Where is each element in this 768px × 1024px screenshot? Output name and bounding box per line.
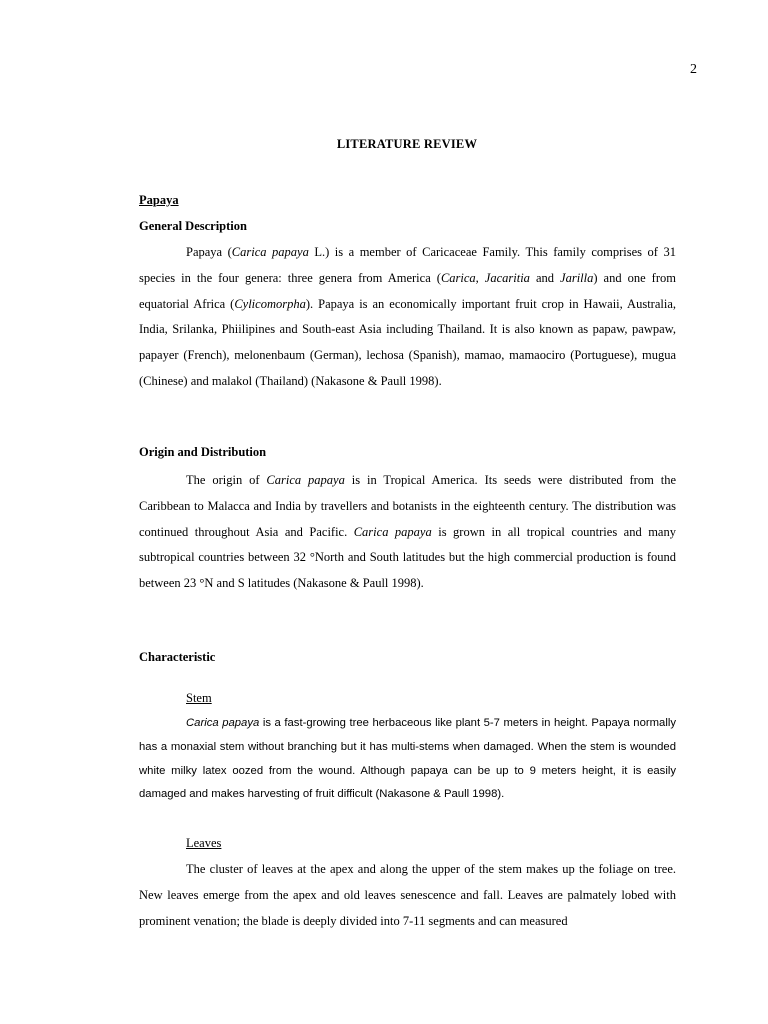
scientific-name: Carica papaya [231,245,309,259]
scientific-name: Carica papaya [266,473,345,487]
scientific-name: Carica papaya [186,717,260,729]
heading-characteristic: Characteristic [139,650,216,664]
heading-origin-distribution: Origin and Distribution [139,445,267,459]
section-heading-papaya: Papaya [139,193,179,207]
paragraph-origin-distribution: The origin of Carica papaya is in Tropical America. Its seeds were distributed from the Caribbean to Malacca and India by travellers and botanists in the eighteenth century. The distribution was continued throughout Asia and Pacific. Carica papaya is grown in all tropical countries and many subtropical countries between 32 °North and South latitudes but the high commercial production is found between 23 °N and S latitudes (Nakasone & Paull 1998). [139,473,676,591]
heading-general-description: General Description [139,219,247,233]
paragraph-stem: Carica papaya is a fast-growing tree herbaceous like plant 5-7 meters in height. Papaya normally has a monaxial stem without branching but it has multi-stems when damaged. When the stem is wounded white milky latex oozed from the wound. Although papaya can be up to 9 meters height, it is easily damaged and makes harvesting of fruit difficult (Nakasone & Paull 1998). [139,717,676,801]
subheading-stem: Stem [186,691,212,705]
page-title: LITERATURE REVIEW [336,137,478,151]
genus-names: Carica, Jacaritia [440,270,530,285]
genus-name: Jarilla [560,270,594,285]
page-number: 2 [690,62,697,77]
paragraph-general-description: Papaya (Carica papaya L.) is a member of Caricaceae Family. This family comprises of 31 species in the four genera: three genera from America (Carica, Jacaritia and Jarilla) and one from equatorial Africa (Cylicomorpha). Papaya is an economically important fruit crop in Hawaii, Australia, India, Srilanka, Phiilipines and South-east Asia including Thailand. It is also known as papaw, pawpaw, papayer (French), melonenbaum (German), lechosa (Spanish), mamao, mamaociro (Portuguese), mugua (Chinese) and malakol (Thailand) (Nakasone & Paull 1998). [139,245,676,388]
scientific-name: Carica papaya [353,524,432,539]
paragraph-leaves: The cluster of leaves at the apex and along the upper of the stem makes up the foliage on tree. New leaves emerge from the apex and old leaves senescence and fall. Leaves are palmately lobed with prominent venation; the blade is deeply divided into 7-11 segments and can measured [139,862,676,928]
subheading-leaves: Leaves [186,836,222,850]
genus-name: Cylicomorpha [234,296,306,311]
